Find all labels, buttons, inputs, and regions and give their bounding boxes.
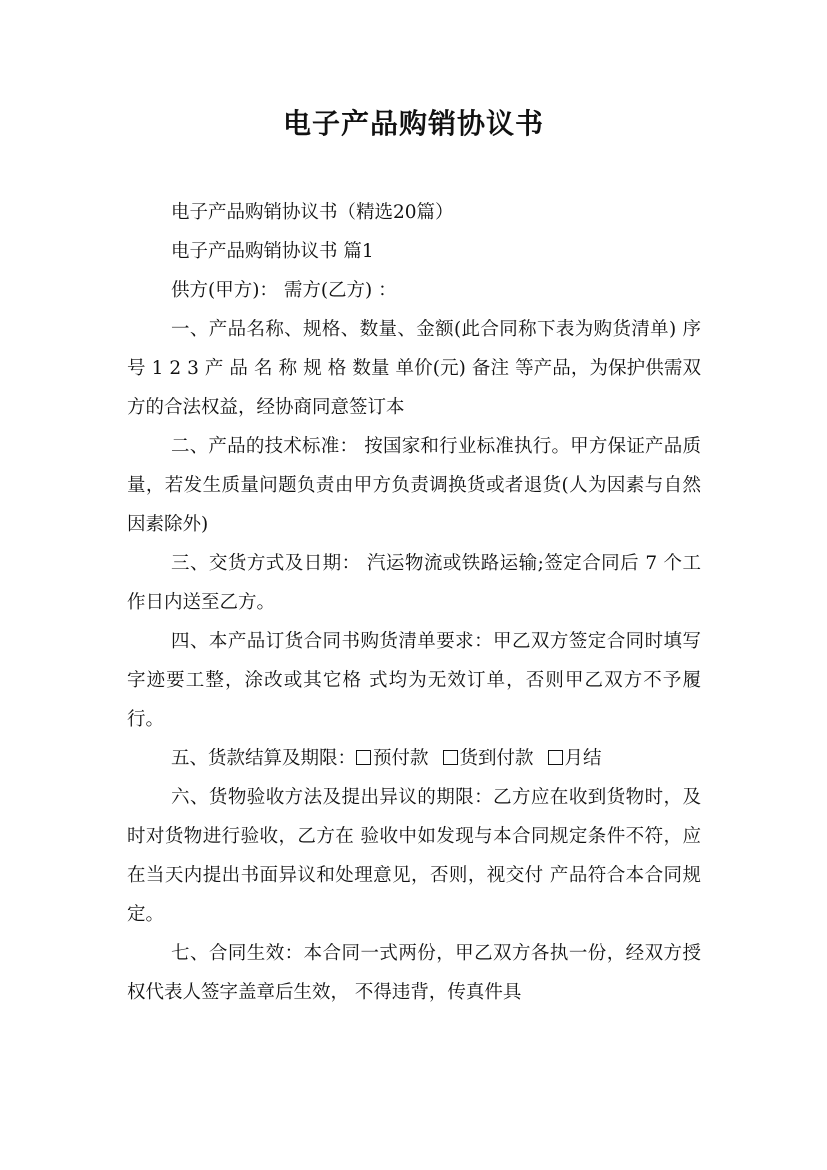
paragraph-clause-3: 三、交货方式及日期： 汽运物流或铁路运输;签定合同后 7 个工作日内送至乙方。 <box>127 553 701 613</box>
payment-option-prepay[interactable] <box>356 748 429 769</box>
paragraph-clause-2: 二、产品的技术标准： 按国家和行业标准执行。甲方保证产品质量，若发生质量问题负责由甲方负责调换货或者退货(人为因素与自然因素除外) <box>127 436 701 535</box>
document-body <box>127 193 701 1012</box>
payment-label: 五、货款结算及期限： <box>171 748 357 769</box>
payment-option-monthly[interactable] <box>548 748 602 769</box>
paragraph-clause-6: 六、货物验收方法及提出异议的期限：乙方应在收到货物时，及时对货物进行验收，乙方在 验收中如发现与本合同规定条件不符，应在当天内提出书面异议和处理意见，否则，视交付 产品符合本合同规定。 <box>127 787 701 925</box>
payment-option-label: 货到付款 <box>459 748 534 769</box>
payment-option-label: 月结 <box>564 748 602 769</box>
payment-option-cod[interactable] <box>443 748 534 769</box>
paragraph-section-heading: 电子产品购销协议书 篇1 <box>171 241 374 262</box>
checkbox-icon[interactable] <box>548 750 563 765</box>
paragraph-clause-4: 四、本产品订货合同书购货清单要求：甲乙双方签定合同时填写字迹要工整，涂改或其它格 式均为无效订单，否则甲乙双方不予履行。 <box>127 631 701 730</box>
document-title: 电子产品购销协议书 <box>282 107 544 140</box>
checkbox-icon[interactable] <box>356 750 371 765</box>
paragraph-clause-7: 七、合同生效：本合同一式两份，甲乙双方各执一份，经双方授权代表人签字盖章后生效， 不得违背，传真件具 <box>127 943 701 1003</box>
checkbox-icon[interactable] <box>443 750 458 765</box>
paragraph-clause-1: 一、产品名称、规格、数量、金额(此合同称下表为购货清单) 序号 1 2 3 产 品 名 称 规 格 数量 单价(元) 备注 等产品，为保护供需双方的合法权益，经协商同意签订本 <box>127 319 701 418</box>
paragraph-parties: 供方(甲方)： 需方(乙方) ： <box>171 280 397 301</box>
paragraph-clause-5 <box>127 739 701 778</box>
payment-option-label: 预付款 <box>373 748 429 769</box>
paragraph-subtitle: 电子产品购销协议书（精选20篇） <box>171 202 454 223</box>
